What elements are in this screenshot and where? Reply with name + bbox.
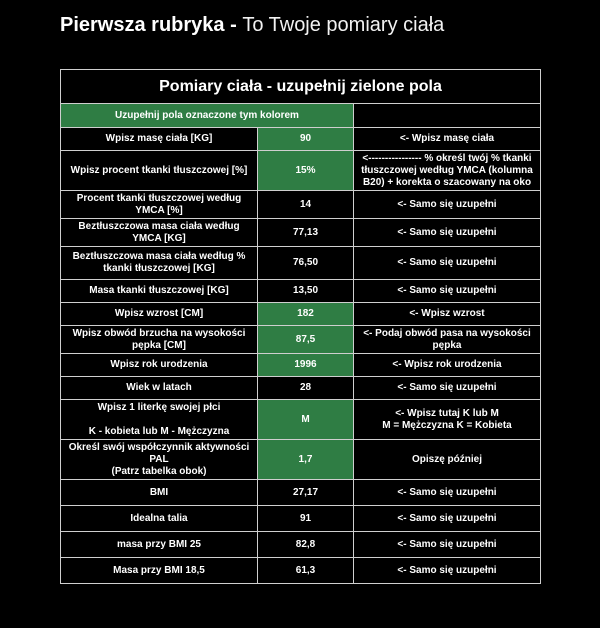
row-value: 77,13 bbox=[258, 219, 354, 247]
row-label: Określ swój współczynnik aktywności PAL (Patrz tabelka obok) bbox=[61, 440, 258, 480]
row-value: 91 bbox=[258, 506, 354, 532]
table-row bbox=[61, 532, 541, 558]
row-value: 28 bbox=[258, 377, 354, 400]
table-row bbox=[61, 326, 541, 354]
row-value-input[interactable]: 90 bbox=[258, 128, 354, 151]
table-row bbox=[61, 151, 541, 191]
row-value: 61,3 bbox=[258, 558, 354, 584]
row-note: <- Wpisz wzrost bbox=[354, 303, 541, 326]
row-note: <- Samo się uzupełni bbox=[354, 506, 541, 532]
table-row bbox=[61, 303, 541, 326]
input-color-hint: Uzupełnij pola oznaczone tym kolorem bbox=[61, 104, 354, 128]
table-row bbox=[61, 191, 541, 219]
row-value: 27,17 bbox=[258, 480, 354, 506]
table-row bbox=[61, 558, 541, 584]
table-row bbox=[61, 219, 541, 247]
row-label: Wpisz wzrost [CM] bbox=[61, 303, 258, 326]
hint-empty-cell bbox=[354, 104, 541, 128]
row-value: 14 bbox=[258, 191, 354, 219]
row-value-input[interactable]: 87,5 bbox=[258, 326, 354, 354]
table-row bbox=[61, 280, 541, 303]
row-note: <- Samo się uzupełni bbox=[354, 191, 541, 219]
table-row bbox=[61, 440, 541, 480]
row-label: Beztłuszczowa masa ciała według YMCA [KG] bbox=[61, 219, 258, 247]
row-note: <- Podaj obwód pasa na wysokości pępka bbox=[354, 326, 541, 354]
row-label: masa przy BMI 25 bbox=[61, 532, 258, 558]
measurements-table-body bbox=[61, 70, 541, 584]
row-note: <- Samo się uzupełni bbox=[354, 558, 541, 584]
row-label: Masa tkanki tłuszczowej [KG] bbox=[61, 280, 258, 303]
table-title-row bbox=[61, 70, 541, 104]
row-note: <- Samo się uzupełni bbox=[354, 219, 541, 247]
table-row bbox=[61, 506, 541, 532]
row-value-input[interactable]: M bbox=[258, 400, 354, 440]
table-row bbox=[61, 247, 541, 280]
row-label: Masa przy BMI 18,5 bbox=[61, 558, 258, 584]
row-value-input[interactable]: 15% bbox=[258, 151, 354, 191]
row-label: Procent tkanki tłuszczowej według YMCA [%] bbox=[61, 191, 258, 219]
row-value: 13,50 bbox=[258, 280, 354, 303]
row-value: 76,50 bbox=[258, 247, 354, 280]
heading-light: To Twoje pomiary ciała bbox=[242, 14, 445, 36]
row-note: <- Samo się uzupełni bbox=[354, 377, 541, 400]
table-title: Pomiary ciała - uzupełnij zielone pola bbox=[61, 70, 541, 104]
row-label: Wpisz 1 literkę swojej płci K - kobieta lub M - Mężczyzna bbox=[61, 400, 258, 440]
table-row bbox=[61, 400, 541, 440]
row-note: Opiszę później bbox=[354, 440, 541, 480]
row-note: <- Wpisz tutaj K lub M M = Mężczyzna K = Kobieta bbox=[354, 400, 541, 440]
page-heading bbox=[60, 14, 444, 37]
table-row bbox=[61, 480, 541, 506]
row-value-input[interactable]: 1,7 bbox=[258, 440, 354, 480]
row-note: <- Wpisz rok urodzenia bbox=[354, 354, 541, 377]
row-value: 82,8 bbox=[258, 532, 354, 558]
row-note: <---------------- % określ twój % tkanki tłuszczowej według YMCA (kolumna B20) + korekta o szacowany na oko bbox=[354, 151, 541, 191]
row-label: Beztłuszczowa masa ciała według % tkanki tłuszczowej [KG] bbox=[61, 247, 258, 280]
row-label: Wpisz procent tkanki tłuszczowej [%] bbox=[61, 151, 258, 191]
row-label: Wpisz masę ciała [KG] bbox=[61, 128, 258, 151]
row-note: <- Samo się uzupełni bbox=[354, 532, 541, 558]
table-row bbox=[61, 354, 541, 377]
measurements-table bbox=[60, 69, 541, 584]
row-note: <- Samo się uzupełni bbox=[354, 247, 541, 280]
table-row bbox=[61, 128, 541, 151]
row-label: BMI bbox=[61, 480, 258, 506]
heading-bold: Pierwsza rubryka - bbox=[60, 14, 243, 36]
row-note: <- Samo się uzupełni bbox=[354, 480, 541, 506]
row-label: Wpisz obwód brzucha na wysokości pępka [CM] bbox=[61, 326, 258, 354]
row-label: Idealna talia bbox=[61, 506, 258, 532]
row-value-input[interactable]: 182 bbox=[258, 303, 354, 326]
table-row bbox=[61, 377, 541, 400]
row-note: <- Samo się uzupełni bbox=[354, 280, 541, 303]
row-label: Wiek w latach bbox=[61, 377, 258, 400]
row-label: Wpisz rok urodzenia bbox=[61, 354, 258, 377]
table-hint-row bbox=[61, 104, 541, 128]
row-value-input[interactable]: 1996 bbox=[258, 354, 354, 377]
row-note: <- Wpisz masę ciała bbox=[354, 128, 541, 151]
